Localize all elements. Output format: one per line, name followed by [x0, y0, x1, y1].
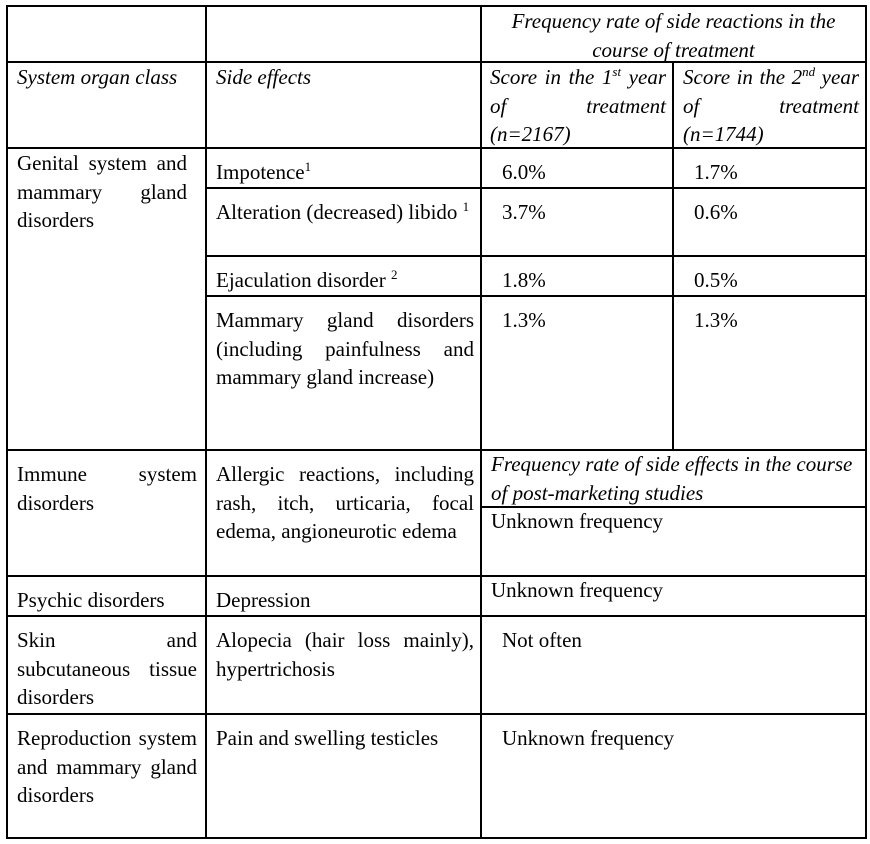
frequency-value: Unknown frequency	[491, 578, 664, 602]
year2-value: 0.6%	[694, 200, 738, 224]
row-divider	[6, 575, 867, 577]
system-class-reproduction: Reproduction system and mammary gland disorders	[17, 726, 197, 807]
side-effect-allergic: Allergic reactions, including rash, itch, urticaria, focal edema, angioneurotic edema	[216, 462, 474, 543]
system-class-immune: Immune system disorders	[17, 462, 197, 515]
system-class-genital: Genital system and mammary gland disorders	[17, 151, 187, 232]
row-divider	[205, 255, 867, 257]
side-effect-libido: Alteration (decreased) libido $^1$	[216, 199, 470, 224]
side-effect-impotence: Impotence$^1$	[216, 159, 312, 184]
header-treatment-group: Frequency rate of side reactions in the course of treatment	[511, 9, 836, 62]
side-effect-alopecia: Alopecia (hair loss mainly), hypertrichosis	[216, 628, 474, 681]
header-system-organ-class: System organ class	[17, 65, 178, 89]
header-year1-score: Score in the 1st year of treatment (n=2167)	[490, 64, 666, 146]
column-divider	[672, 61, 674, 451]
column-divider	[480, 5, 482, 839]
frequency-value: Unknown frequency	[502, 726, 675, 750]
table-border-right	[865, 5, 867, 839]
column-divider	[205, 5, 207, 839]
row-divider	[205, 295, 867, 297]
year2-value: 1.3%	[694, 308, 738, 332]
year1-value: 6.0%	[502, 160, 546, 184]
system-class-psychic: Psychic disorders	[17, 588, 165, 612]
year2-value: 1.7%	[694, 160, 738, 184]
header-year2-score: Score in the 2nd year of treatment (n=1744)	[683, 64, 859, 146]
system-class-skin: Skin and subcutaneous tissue disorders	[17, 628, 197, 709]
year1-value: 1.8%	[502, 268, 546, 292]
frequency-value: Unknown frequency	[491, 509, 664, 533]
side-effect-depression: Depression	[216, 588, 311, 612]
header-post-marketing: Frequency rate of side effects in the course of post-marketing studies	[491, 452, 853, 505]
row-divider	[6, 713, 867, 715]
side-effect-ejaculation: Ejaculation disorder $^2$	[216, 267, 398, 292]
frequency-value: Not often	[502, 628, 582, 652]
side-effect-mammary: Mammary gland disorders (including painfulness and mammary gland increase)	[216, 308, 474, 389]
year1-value: 3.7%	[502, 200, 546, 224]
year1-value: 1.3%	[502, 308, 546, 332]
year2-value: 0.5%	[694, 268, 738, 292]
table-border-bottom	[6, 837, 867, 839]
row-divider	[205, 187, 867, 189]
side-effect-testicles: Pain and swelling testicles	[216, 726, 439, 750]
header-side-effects: Side effects	[216, 65, 312, 89]
table-border-left	[6, 5, 8, 839]
row-divider	[6, 615, 867, 617]
